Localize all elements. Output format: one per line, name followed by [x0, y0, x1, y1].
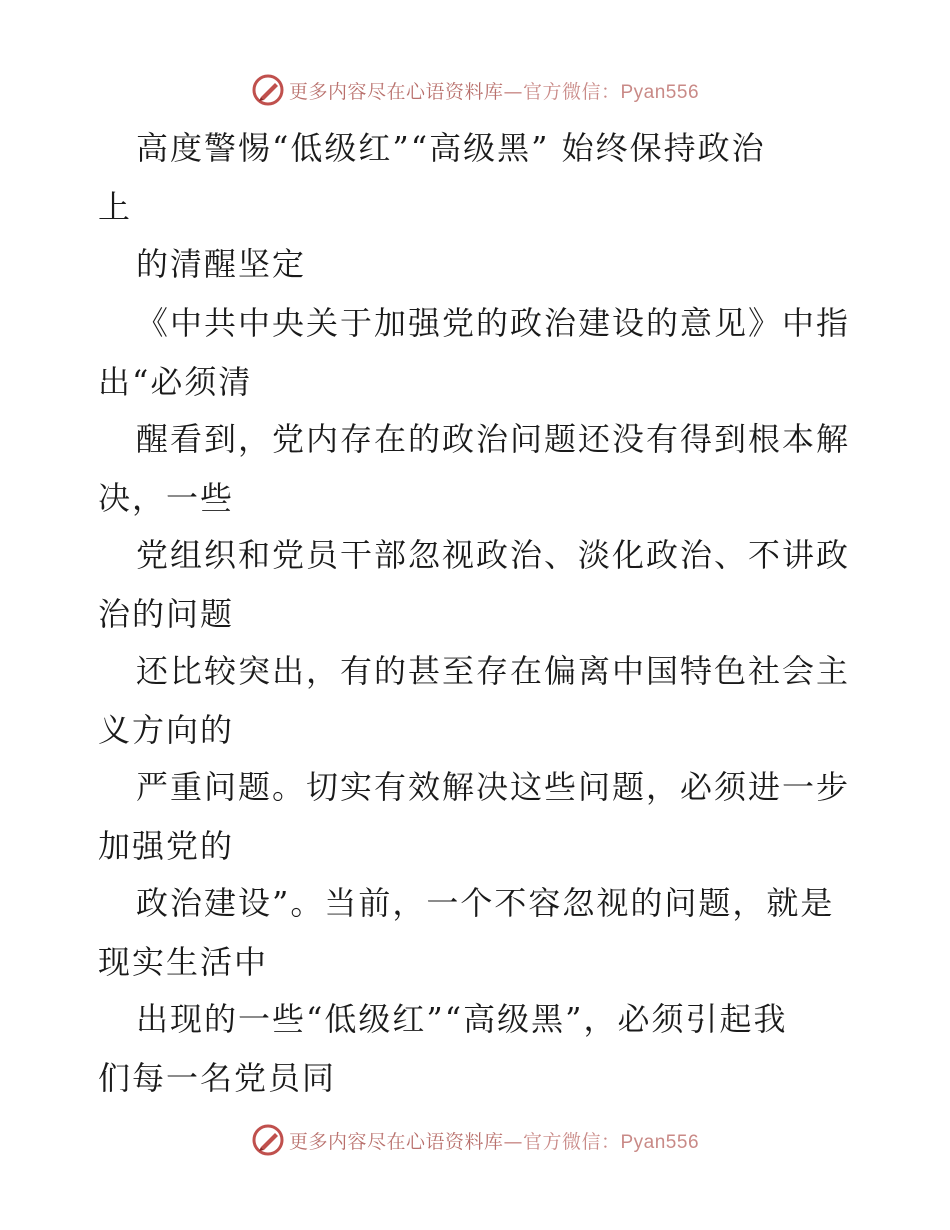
text-line: 加强党的 — [98, 827, 235, 865]
watermark-text: 更多内容尽在心语资料库—官方微信：Pyan556 — [288, 80, 700, 103]
text-line: 醒看到，党内存在的政治问题还没有得到根本解 — [136, 420, 851, 458]
header-watermark — [0, 70, 950, 110]
text-line: 出现的一些“低级红”“高级黑”，必须引起我 — [136, 1000, 788, 1038]
text-line: 政治建设”。当前，一个不容忽视的问题，就是 — [136, 884, 835, 922]
text-line: 现实生活中 — [98, 943, 269, 981]
text-line: 上 — [98, 188, 133, 226]
text-line: 义方向的 — [98, 711, 235, 749]
text-line: 出“必须清 — [98, 363, 253, 401]
pen-logo-icon — [251, 1123, 285, 1157]
footer-watermark — [0, 1120, 950, 1160]
pen-logo-icon — [251, 73, 285, 107]
text-line: 决，一些 — [98, 479, 235, 517]
text-line: 的清醒坚定 — [136, 245, 307, 283]
text-line: 《中共中央关于加强党的政治建设的意见》中指 — [136, 304, 851, 342]
text-line: 党组织和党员干部忽视政治、淡化政治、不讲政 — [136, 536, 851, 574]
text-line: 们每一名党员同 — [98, 1059, 337, 1097]
text-line: 治的问题 — [98, 595, 235, 633]
text-line: 还比较突出，有的甚至存在偏离中国特色社会主 — [136, 652, 851, 690]
watermark-text: 更多内容尽在心语资料库—官方微信：Pyan556 — [288, 1130, 700, 1153]
text-line: 严重问题。切实有效解决这些问题，必须进一步 — [136, 768, 851, 806]
text-line: 高度警惕“低级红”“高级黑” 始终保持政治 — [136, 129, 766, 167]
